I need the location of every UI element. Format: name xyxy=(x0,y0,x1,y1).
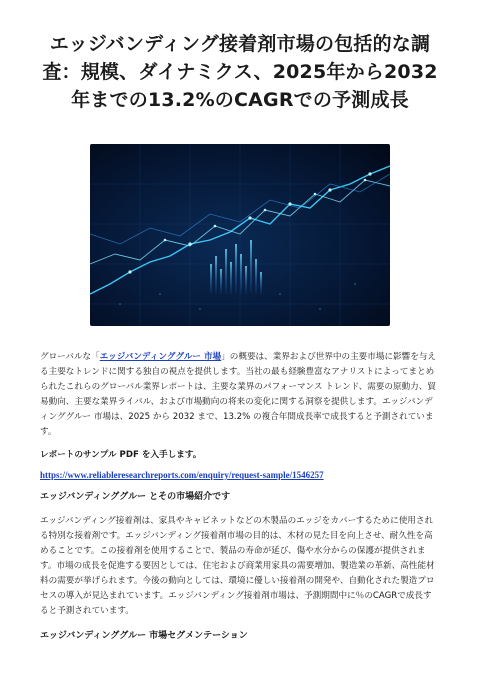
intro-paragraph xyxy=(40,350,440,440)
hero-image xyxy=(90,144,390,326)
section-heading-intro: エッジバンディンググルー とその市場紹介です xyxy=(40,492,231,502)
intro-prefix: グローバルな「 xyxy=(40,352,100,362)
sample-label: レポートのサンプル PDF を入手します。 xyxy=(40,450,202,460)
document-title: エッジバンディング接着剤市場の包括的な調査：規模、ダイナミクス、2025年から2032年までの13.2%のCAGRでの予測成長 xyxy=(42,33,438,111)
market-link[interactable]: エッジバンディンググルー 市場 xyxy=(99,352,222,362)
section-heading-segmentation: エッジバンディンググルー 市場セグメンテーション xyxy=(40,631,248,641)
intro-body: 」の概要は、業界および世界中の主要市場に影響を与える主要なトレンドに関する独自の視点を提供します。当社の最も経験豊富なアナリストによってまとめられたこれらのグローバル業界レポートは、主要な業界のパフォーマンス トレンド、需要の原動力、貿易動向、主要な業界ライバル、および市場動向の将来の変化に関する洞察を提供します。エッジバンディンググルー 市場は、2025 から 2032 まで、13.2% の複合年間成長率で成長すると予測されています。 xyxy=(40,352,437,437)
section-intro-body: エッジバンディング接着剤は、家具やキャビネットなどの木製品のエッジをカバーするために使用される特別な接着剤です。エッジバンディング接着剤市場の目的は、木材の見た目を向上させ、耐久性を高めることです。この接着剤を使用することで、製品の寿命が延び、傷や水分からの保護が提供されます。市場の成長を促進する要因としては、住宅および商業用家具の需要増加、製造業の革新、高性能材料の需要が挙げられます。今後の動向としては、環境に優しい接着剤の開発や、自動化された製造プロセスの導入が見込まれています。エッジバンディング接着剤市場は、予測期間中に％のCAGRで成長すると予測されています。 xyxy=(40,516,435,616)
sample-request-link[interactable]: https://www.reliableresearchreports.com/enquiry/request-sample/1546257 xyxy=(40,470,324,480)
